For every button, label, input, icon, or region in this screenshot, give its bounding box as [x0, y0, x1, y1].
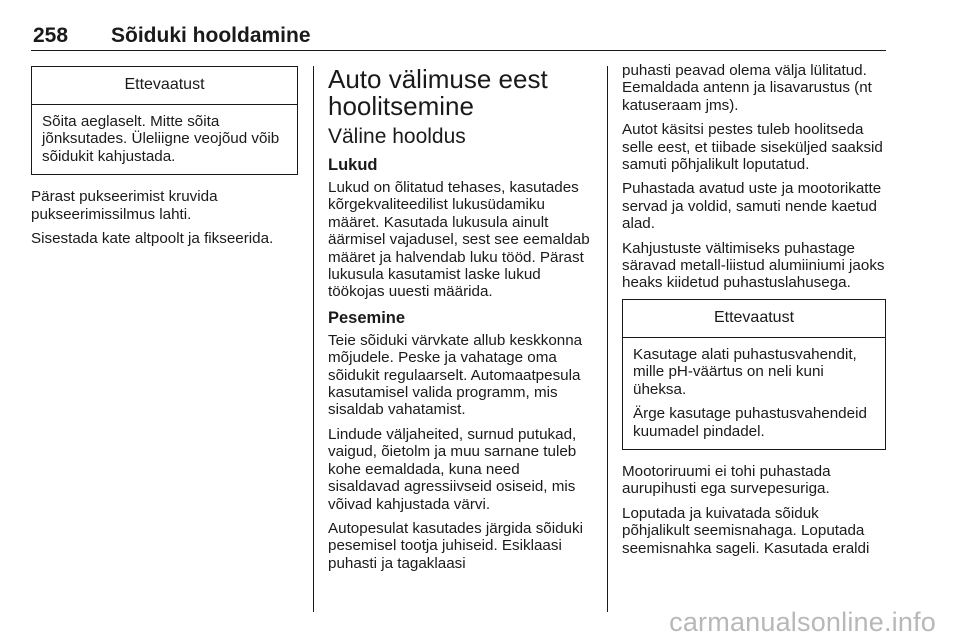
caution-box — [31, 66, 298, 175]
subsection-title: Väline hooldus — [328, 125, 466, 148]
column-divider — [313, 66, 314, 612]
paragraph: Autot käsitsi pestes tuleb hoolitseda selle eest, et tiibade siseküljed saaksid samuti põhjalikult loputatud. — [622, 121, 883, 174]
paragraph: Mootoriruumi ei tohi puhastada aurupihusti ega survepesuriga. — [622, 462, 831, 498]
caution-body — [623, 338, 885, 449]
column-2 — [328, 62, 593, 579]
paragraph: Pärast pukseerimist kruvida pukseerimissilmus lahti. — [31, 188, 218, 223]
washing-heading: Pesemine — [328, 308, 406, 327]
watermark: carmanualsonline.info — [669, 607, 936, 637]
paragraph: Loputada ja kuivatada sõiduk põhjalikult seemisnahaga. Loputada seemisnahka sageli. Kasutada eraldi — [622, 504, 870, 557]
paragraph: Sisestada kate altpoolt ja fikseerida. — [31, 230, 274, 248]
paragraph: Lindude väljaheited, surnud putukad, vaigud, õietolm ja muu sarnane tuleb kohe eemaldada, kuna need sisaldavad agressiivseid osiseid, mis võivad kahjustada värvi. — [328, 425, 577, 513]
paragraph: Autopesulat kasutades järgida sõiduki pesemisel tootja juhiseid. Esiklaasi puhasti ja tagaklaasi — [328, 519, 583, 572]
page-number: 258 — [33, 24, 69, 47]
caution-text: Sõita aeglaselt. Mitte sõita jõnksutades. Üleliigne veojõud võib sõidukit kahjustada. — [42, 113, 280, 165]
caution-title: Ettevaatust — [32, 67, 297, 105]
page-header — [31, 22, 886, 50]
section-title: Auto välimuse eest hoolitsemine — [328, 64, 548, 121]
caution-text: Kasutage alati puhastusvahendit, mille pH-väärtus on neli kuni üheksa. — [633, 345, 857, 398]
column-1 — [31, 62, 298, 254]
paragraph: Kahjustuste vältimiseks puhastage säravad metall-liistud alumiiniumi jaoks heaks kiidetud puhastuslahusega. — [622, 239, 885, 292]
caution-box — [622, 299, 886, 450]
paragraph: puhasti peavad olema välja lülitatud. Eemaldada antenn ja lisavarustus (nt katuseraam jms). — [622, 62, 872, 114]
caution-text: Ärge kasutage puhastusvahendeid kuumadel pindadel. — [633, 405, 867, 440]
paragraph: Teie sõiduki värvkate allub keskkonna mõjudele. Peske ja vahatage oma sõidukit regulaarselt. Automaatpesula kasutamisel valida programm, mis sisaldab vahatamist. — [328, 331, 583, 419]
caution-body — [32, 105, 297, 174]
column-3 — [622, 62, 886, 564]
locks-heading: Lukud — [328, 156, 378, 174]
column-divider — [607, 66, 608, 612]
caution-title: Ettevaatust — [623, 300, 885, 338]
running-title: Sõiduki hooldamine — [111, 24, 311, 47]
locks-text: Lukud on õlitatud tehases, kasutades kõrgekvaliteedilist lukusüdamiku määret. Kasutada lukusula ainult äärmisel vajadusel, sest see eemaldab määret ja halvendab luku tööd. Pärast lukusula kasutamist laske lukud töökojas uuesti määrida. — [328, 179, 590, 301]
paragraph: Puhastada avatud uste ja mootorikatte servad ja voldid, samuti nende kaetud alad. — [622, 180, 882, 233]
header-rule — [31, 50, 886, 51]
